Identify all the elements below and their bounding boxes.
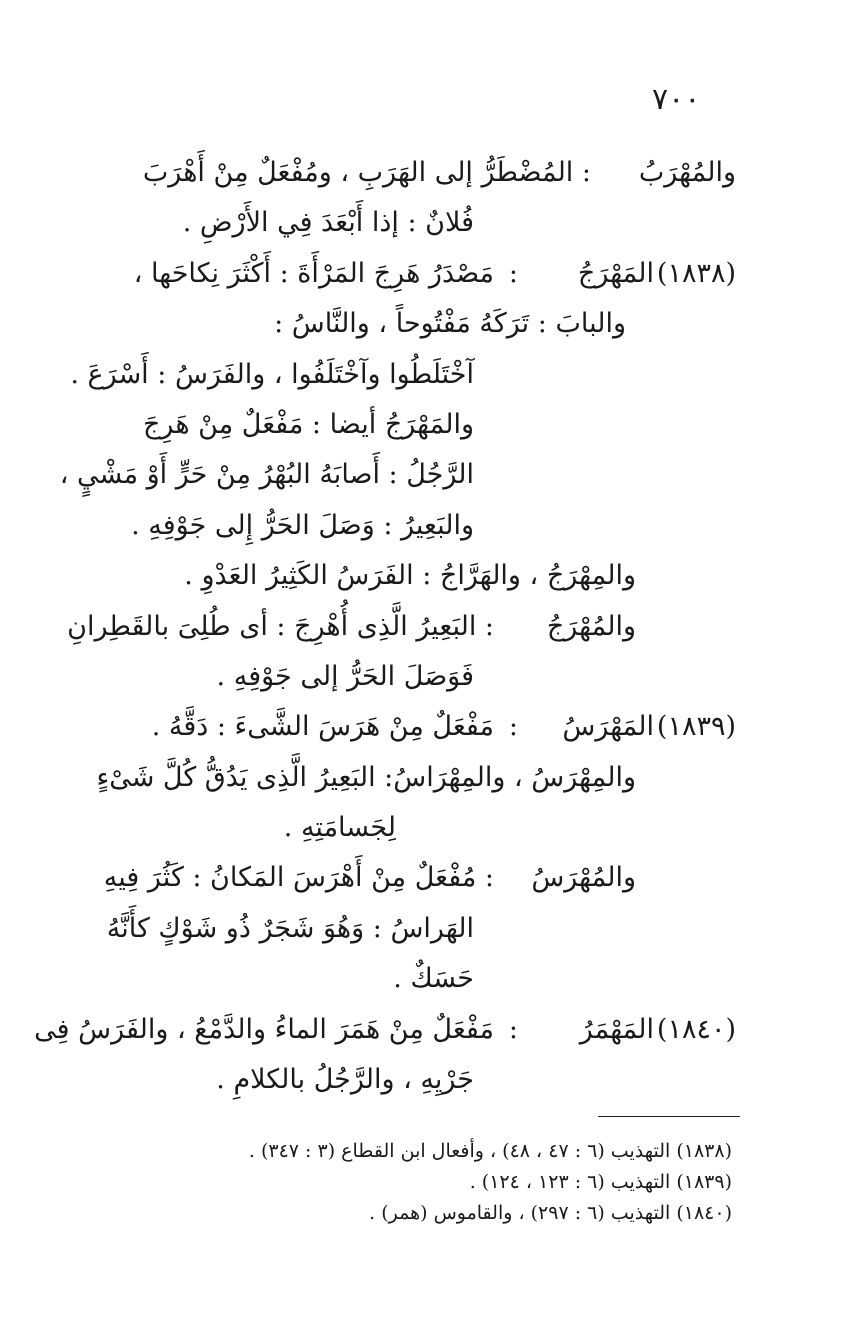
entry-line: [68, 148, 736, 198]
separator-colon: :: [508, 1013, 518, 1045]
footnote: (١٨٤٠) التهذيب (٦ : ٢٩٧) ، والقاموس (همر) .: [369, 1202, 732, 1224]
headword: والمُهْرَسُ: [531, 862, 636, 894]
dictionary-entries: [34, 148, 736, 1105]
entry-line: [68, 299, 736, 349]
entry-line: [68, 551, 736, 601]
entry-line: [34, 1005, 736, 1055]
entry-number: (١٨٣٨): [656, 257, 736, 289]
separator-colon: :: [508, 257, 518, 289]
definition: الهَراسُ : وَهُوَ شَجَرٌ ذُو شَوْكٍ كأَنَّهُ: [106, 912, 474, 944]
headword: والمُهْرَجُ: [546, 610, 636, 642]
entry-line: [59, 450, 736, 500]
headword: المَهْمَرُ: [579, 1013, 654, 1045]
entry-line: [68, 853, 736, 903]
definition: لِجَسامَتِهِ .: [283, 812, 396, 844]
entry-line: [68, 753, 736, 803]
definition: فُلانٌ : إذا أَبْعَدَ فِي الأَرْضِ .: [182, 207, 474, 239]
entry-line: [68, 904, 736, 954]
entry-line: [68, 400, 736, 450]
page-number: ٧٠٠: [652, 82, 701, 117]
headword: والمِهْرَجُ ، والهَرَّاجُ : الفَرَسُ الكَثِيرُ العَدْوِ .: [184, 560, 636, 592]
footnotes: [249, 1136, 732, 1229]
headword: والمِهْرَسُ ، والمِهْرَاسُ: البَعِيرُ الَّذِى يَدُقُّ كُلَّ شَىْءٍ: [96, 761, 636, 793]
entry-line: [68, 954, 736, 1004]
definition: حَسَكٌ .: [393, 963, 474, 995]
separator-colon: :: [508, 711, 518, 743]
headword: المَهْرَجُ: [577, 257, 654, 289]
footnote: (١٨٣٨) التهذيب (٦ : ٤٧ ، ٤٨) ، وأفعال ابن القطاع (٣ : ٣٤٧) .: [248, 1140, 732, 1162]
entry-line: [68, 702, 736, 752]
definition: آخْتَلَطُوا وآخْتَلَفُوا ، والفَرَسُ : أَسْرَعَ .: [70, 358, 474, 390]
entry-line: [68, 350, 736, 400]
definition: فَوَصَلَ الحَرُّ إلى جَوْفِهِ .: [216, 660, 474, 692]
definition: : مُفْعَلٌ مِنْ أَهْرَسَ المَكانُ : كَثُرَ فِيهِ: [103, 862, 494, 894]
entry-line: [68, 198, 736, 248]
definition: : المُضْطَرُّ إلى الهَرَبِ ، ومُفْعَلٌ مِنْ أَهْرَبَ: [142, 157, 591, 188]
entry-line: [68, 249, 736, 299]
entry-number: (١٨٣٩): [656, 711, 736, 743]
entry-line: [68, 602, 736, 652]
headword: المَهْرَسُ: [562, 711, 654, 743]
footnote: (١٨٣٩) التهذيب (٦ : ١٢٣ ، ١٢٤) .: [469, 1171, 732, 1193]
definition: : البَعِيرُ الَّذِى أُهْرِجَ : أى طُلِىَ بالقَطِرانِ: [67, 610, 494, 642]
definition: مَفْعَلٌ مِنْ هَرَسَ الشَّىءَ : دَقَّهُ .: [151, 711, 494, 743]
definition: والبَعِيرُ : وَصَلَ الحَرُّ إِلى جَوْفِهِ .: [131, 509, 474, 541]
entry-line: [68, 803, 736, 853]
definition: الرَّجُلُ : أَصابَهُ البُهْرُ مِنْ حَرٍّ أَوْ مَشْيٍ ،: [59, 459, 474, 491]
definition: مَصْدَرُ هَرِجَ المَرْأَةَ : أَكْثَرَ نِكاحَها ،: [133, 257, 494, 289]
definition: مَفْعَلٌ مِنْ هَمَرَ الماءُ والدَّمْعُ ، والفَرَسُ فِى: [34, 1013, 494, 1045]
definition: جَرْيِهِ ، والرَّجُلُ بالكلامِ .: [216, 1064, 474, 1096]
entry-number: (١٨٤٠): [656, 1013, 736, 1045]
definition: والبابَ : تَرَكَهُ مَفْتُوحاً ، والنَّاسُ :: [274, 308, 626, 340]
headword: والمُهْرَبُ: [638, 157, 736, 188]
entry-line: [68, 652, 736, 702]
footnote-divider: [598, 1116, 740, 1117]
entry-line: [68, 1055, 736, 1105]
entry-line: [68, 501, 736, 551]
definition: والمَهْرَجُ أيضا : مَفْعَلٌ مِنْ هَرِجَ: [143, 408, 474, 440]
